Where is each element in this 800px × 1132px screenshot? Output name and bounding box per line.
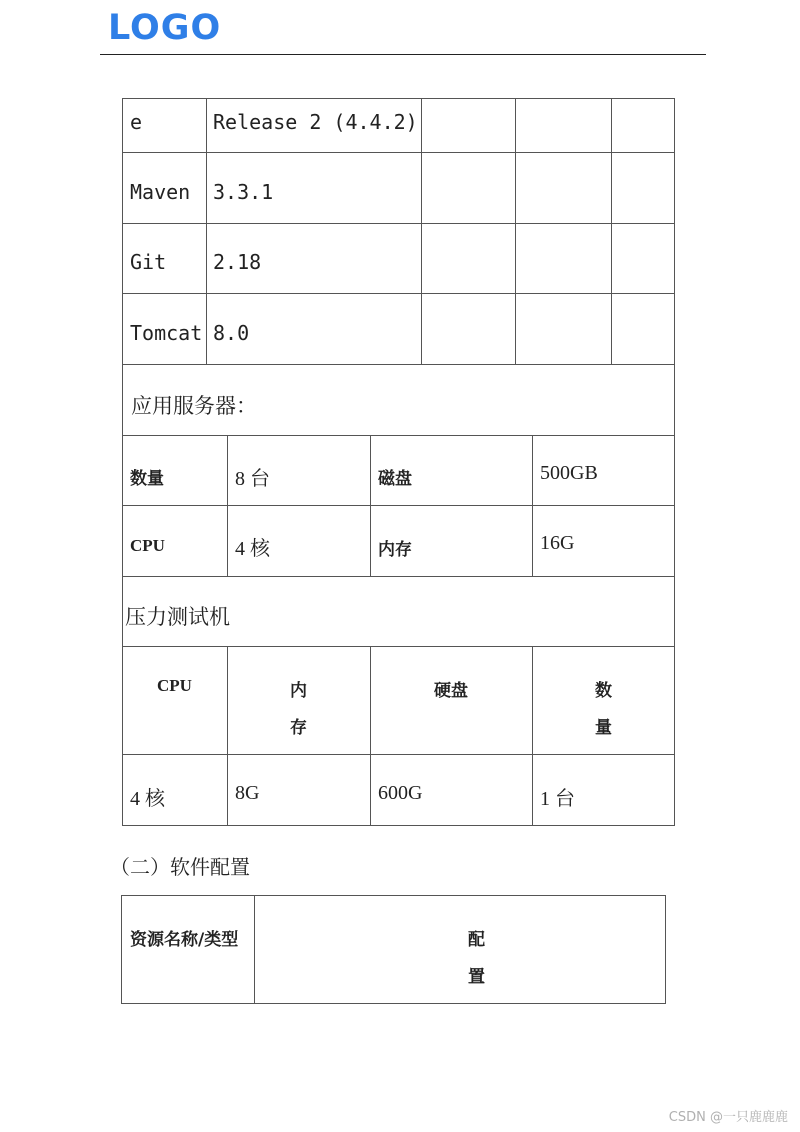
- table-rule: [122, 646, 675, 647]
- header-divider: [100, 54, 706, 55]
- software-col-config-2: 置: [468, 967, 485, 987]
- env-name: Git: [130, 250, 167, 274]
- table-rule: [122, 293, 675, 294]
- label-cpu: CPU: [130, 536, 165, 555]
- software-col-resource: 资源名称/类型: [130, 930, 239, 950]
- value-count: 8 台: [235, 468, 270, 490]
- table-col-rule: [515, 98, 516, 364]
- header-disk: 硬盘: [434, 681, 468, 701]
- value-disk: 500GB: [540, 462, 598, 484]
- table-col-rule: [370, 435, 371, 576]
- value-memory: 16G: [540, 532, 575, 554]
- table-rule: [122, 505, 675, 506]
- table-col-rule: [227, 435, 228, 576]
- env-version: 2.18: [213, 250, 262, 274]
- table-col-rule: [206, 98, 207, 364]
- label-disk: 磁盘: [378, 469, 412, 489]
- env-name: e: [130, 110, 143, 134]
- header-memory-1: 内: [290, 681, 307, 701]
- software-section-title: （二）软件配置: [110, 855, 250, 879]
- label-memory: 内存: [378, 540, 412, 560]
- table-rule: [122, 364, 675, 365]
- stress-count-value: 1 台: [540, 788, 575, 810]
- table-rule: [122, 223, 675, 224]
- header-memory-2: 存: [290, 718, 307, 738]
- stress-disk-value: 600G: [378, 782, 423, 804]
- app-server-heading: 应用服务器：: [131, 394, 257, 418]
- table-rule: [122, 152, 675, 153]
- logo: LOGO: [108, 8, 222, 48]
- table-col-rule: [421, 98, 422, 364]
- env-version: 8.0: [213, 321, 250, 345]
- software-col-config-1: 配: [468, 930, 485, 950]
- table-rule: [122, 435, 675, 436]
- header-count-2: 量: [595, 718, 612, 738]
- table-col-rule: [611, 98, 612, 364]
- table-col-rule: [370, 646, 371, 826]
- stress-machine-heading: 压力测试机: [125, 605, 230, 629]
- stress-cpu-value: 4 核: [130, 788, 165, 810]
- table-rule: [122, 576, 675, 577]
- label-count: 数量: [130, 469, 164, 489]
- table-rule: [122, 754, 675, 755]
- value-cpu: 4 核: [235, 538, 270, 560]
- header-cpu: CPU: [157, 676, 192, 695]
- header-count-1: 数: [595, 681, 612, 701]
- env-name: Tomcat: [130, 321, 203, 345]
- env-version: 3.3.1: [213, 180, 274, 204]
- env-version: Release 2 (4.4.2): [213, 110, 418, 134]
- env-name: Maven: [130, 180, 191, 204]
- table-col-rule: [532, 435, 533, 576]
- stress-memory-value: 8G: [235, 782, 260, 804]
- watermark: CSDN @一只鹿鹿鹿: [668, 1110, 788, 1125]
